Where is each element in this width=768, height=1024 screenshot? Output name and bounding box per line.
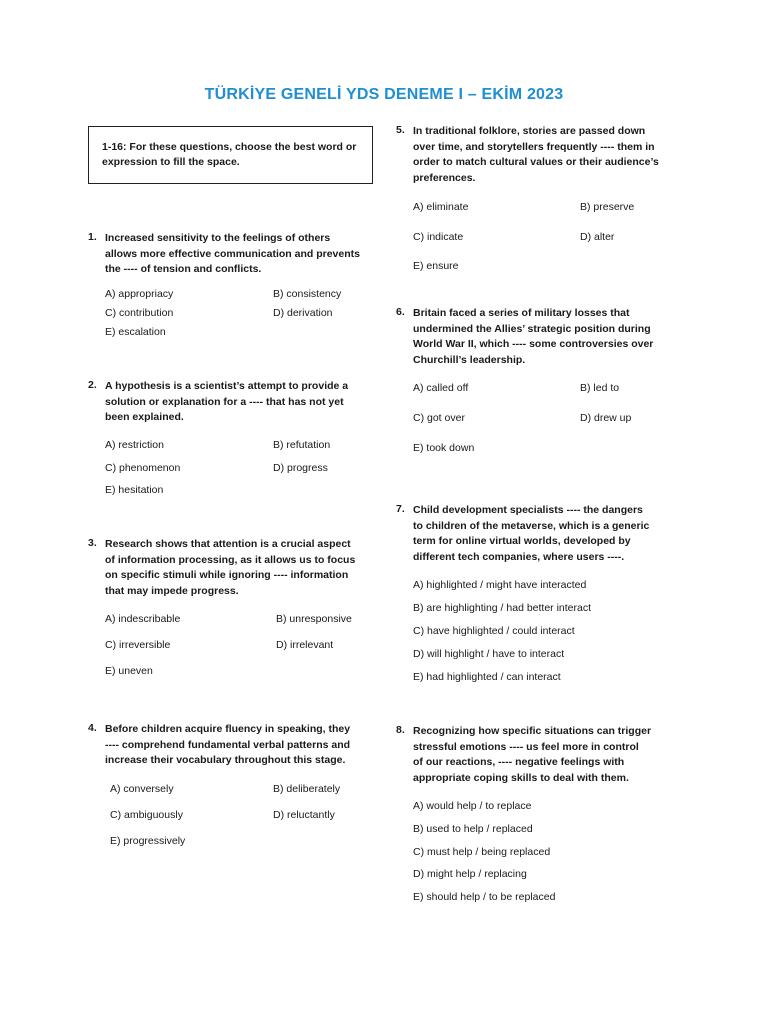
instructions-text: 1-16: For these questions, choose the best word or expression to fill the space. [102,141,357,168]
option-a[interactable]: A) called off [413,382,469,394]
stem-line: on specific stimuli while ignoring ---- information [105,569,349,582]
option-a[interactable]: A) highlighted / might have interacted [413,579,587,591]
page-title: TÜRKİYE GENELİ YDS DENEME I – EKİM 2023 [204,86,564,103]
stem-line: the ---- of tension and conflicts. [105,263,262,276]
option-e[interactable]: E) escalation [105,326,166,338]
question-number: 6. [396,306,405,318]
option-a[interactable]: A) conversely [110,783,174,795]
stem-line: of information processing, as it allows us to focus [105,553,356,566]
option-e[interactable]: E) ensure [413,260,459,272]
option-c[interactable]: C) have highlighted / could interact [413,625,575,637]
question-number: 8. [396,724,405,736]
question-number: 5. [396,124,405,136]
option-d[interactable]: D) alter [580,231,615,243]
stem-line: undermined the Allies’ strategic position during [413,322,651,335]
question-number: 1. [88,231,97,243]
stem-line: Britain faced a series of military losses that [413,307,630,319]
question-number: 7. [396,503,405,515]
option-a[interactable]: A) eliminate [413,201,469,213]
option-e[interactable]: E) progressively [110,835,186,847]
option-a[interactable]: A) would help / to replace [413,800,532,812]
stem-line: term for online virtual worlds, developed by [413,535,631,548]
option-b[interactable]: B) are highlighting / had better interact [413,602,592,614]
option-a[interactable]: A) indescribable [105,613,181,625]
option-c[interactable]: C) got over [413,412,465,424]
stem-line: A hypothesis is a scientist’s attempt to provide a [105,380,349,392]
stem-line: over time, and storytellers frequently ---- them in [413,140,655,153]
question-number: 2. [88,379,97,391]
option-c[interactable]: C) must help / being replaced [413,846,551,858]
option-d[interactable]: D) derivation [273,307,333,319]
stem-line: Before children acquire fluency in speaking, they [105,723,351,735]
option-b[interactable]: B) preserve [580,201,635,213]
option-e[interactable]: E) should help / to be replaced [413,891,556,903]
option-b[interactable]: B) unresponsive [276,613,352,625]
option-e[interactable]: E) hesitation [105,484,164,496]
question-number: 4. [88,722,97,734]
stem-line: stressful emotions ---- us feel more in control [413,740,639,753]
stem-line: different tech companies, where users ----. [413,550,625,563]
question-stem [413,306,653,368]
stem-line: increase their vocabulary throughout this stage. [105,754,346,767]
option-b[interactable]: B) refutation [273,439,331,451]
stem-line: appropriate coping skills to deal with them. [413,771,629,784]
question-stem [105,537,355,599]
stem-line: to children of the metaverse, which is a generic [413,519,650,532]
stem-line: In traditional folklore, stories are passed down [413,125,646,137]
option-b[interactable]: B) deliberately [273,783,341,795]
stem-line: ---- comprehend fundamental verbal patterns and [105,738,351,751]
stem-line: Increased sensitivity to the feelings of others [105,232,331,244]
stem-line: that may impede progress. [105,584,239,597]
option-b[interactable]: B) used to help / replaced [413,823,533,835]
option-d[interactable]: D) drew up [580,412,632,424]
option-e[interactable]: E) took down [413,442,475,454]
option-c[interactable]: C) contribution [105,307,174,319]
stem-line: Child development specialists ---- the dangers [413,504,643,516]
stem-line: Research shows that attention is a crucial aspect [105,538,351,550]
stem-line: of our reactions, ---- negative feelings with [413,756,625,769]
option-a[interactable]: A) appropriacy [105,288,174,300]
stem-line: allows more effective communication and prevents [105,247,360,260]
option-a[interactable]: A) restriction [105,439,164,451]
option-c[interactable]: C) indicate [413,231,464,243]
question-stem [105,722,350,769]
instructions-box [88,126,373,184]
option-e[interactable]: E) had highlighted / can interact [413,671,561,683]
stem-line: solution or explanation for a ---- that has not yet [105,395,344,408]
option-d[interactable]: D) progress [273,462,328,474]
question-stem [413,724,651,786]
question-stem [413,124,659,186]
option-e[interactable]: E) uneven [105,665,153,677]
option-d[interactable]: D) might help / replacing [413,868,527,880]
stem-line: been explained. [105,411,184,424]
stem-line: Recognizing how specific situations can trigger [413,725,652,737]
option-c[interactable]: C) irreversible [105,639,171,651]
option-b[interactable]: B) consistency [273,288,342,300]
question-stem [105,231,360,278]
stem-line: Churchill’s leadership. [413,353,526,366]
question-stem [413,503,649,565]
option-d[interactable]: D) irrelevant [276,639,334,651]
option-d[interactable]: D) reluctantly [273,809,335,821]
question-number: 3. [88,537,97,549]
stem-line: World War II, which ---- some controversies over [413,338,654,351]
stem-line: preferences. [413,171,476,184]
option-b[interactable]: B) led to [580,382,620,394]
question-stem [105,379,348,426]
option-d[interactable]: D) will highlight / have to interact [413,648,565,660]
option-c[interactable]: C) ambiguously [110,809,183,821]
option-c[interactable]: C) phenomenon [105,462,181,474]
stem-line: order to match cultural values or their audience’s [413,156,659,169]
